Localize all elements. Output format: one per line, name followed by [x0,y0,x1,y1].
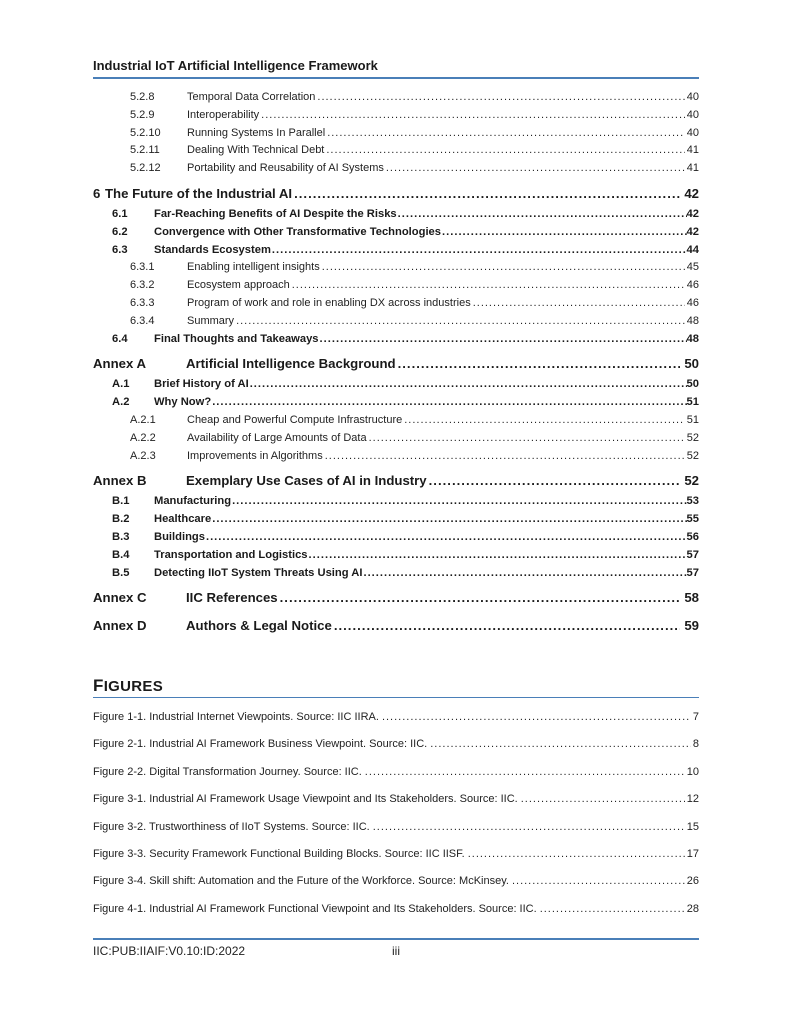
toc-leader-dots [294,186,680,201]
toc-entry-title: Exemplary Use Cases of AI in Industry [186,473,427,489]
toc-entry-title: Detecting IIoT System Threats Using AI [154,566,363,579]
toc-entry[interactable] [93,432,699,450]
toc-entry[interactable] [93,186,699,208]
figure-leader-dots [521,793,685,805]
toc-leader-dots [327,127,685,139]
toc-entry-title: Portability and Reusability of AI Systems [187,162,384,175]
toc-entry-page: 58 [684,590,699,606]
figure-caption: Figure 3-4. Skill shift: Automation and the Future of the Workforce. Source: McKinsey. [93,875,509,888]
toc-entry[interactable] [93,567,699,585]
figure-list-item[interactable] [93,766,699,793]
toc-leader-dots [212,513,686,525]
figure-list-item[interactable] [93,821,699,848]
toc-leader-dots [325,450,685,462]
toc-leader-dots [442,226,687,238]
toc-entry-title: Buildings [154,530,205,543]
toc-entry[interactable] [93,414,699,432]
toc-entry-number: 5.2.11 [130,144,160,157]
toc-entry-number: A.2.1 [130,413,156,426]
toc-entry-page: 42 [686,207,699,220]
toc-entry-number: 5.2.12 [130,162,161,175]
toc-entry[interactable] [93,549,699,567]
toc-entry-title: Temporal Data Correlation [187,91,316,103]
toc-entry-page: 52 [686,431,699,444]
figure-leader-dots [468,848,685,860]
toc-entry-number: Annex A [93,356,147,372]
toc-entry-page: 46 [686,296,699,309]
toc-entry[interactable] [93,618,699,640]
toc-entry-number: 6.3.4 [130,314,155,327]
toc-entry[interactable] [93,378,699,396]
toc-entry-page: 42 [684,185,699,201]
toc-entry-page: 48 [686,332,699,345]
toc-entry-page: 56 [686,530,699,543]
toc-entry[interactable] [93,109,699,127]
toc-leader-dots [206,531,687,543]
toc-entry-number: Annex B [93,473,147,489]
toc-entry-number: 6 [93,185,101,201]
toc-leader-dots [232,495,686,507]
toc-entry[interactable] [93,91,699,109]
toc-leader-dots [326,144,684,156]
toc-entry-number: B.3 [112,530,130,543]
toc-entry-page: 52 [684,473,699,489]
figure-leader-dots [540,903,685,915]
figure-page: 26 [686,875,699,888]
toc-entry-page: 42 [686,225,699,238]
toc-entry-title: Final Thoughts and Takeaways [154,332,319,345]
footer-rule [93,938,699,940]
toc-entry[interactable] [93,208,699,226]
toc-entry-page: 48 [686,314,699,327]
toc-entry-title: Interoperability [187,108,260,121]
figure-list-item[interactable] [93,903,699,930]
footer-page-number: iii [392,944,400,958]
toc-leader-dots [317,91,684,103]
toc-entry-number: B.5 [112,566,130,579]
toc-entry-page: 50 [684,356,699,372]
toc-entry-page: 41 [686,144,699,157]
figure-page: 7 [692,711,699,723]
toc-entry-page: 44 [686,243,699,256]
toc-entry-title: Standards Ecosystem [154,243,271,256]
toc-entry[interactable] [93,513,699,531]
toc-entry[interactable] [93,590,699,612]
toc-leader-dots [261,109,685,121]
toc-entry-page: 55 [686,513,699,526]
toc-entry-number: 5.2.10 [130,126,161,139]
toc-entry-number: 6.4 [112,332,128,345]
figure-page: 15 [686,820,699,833]
toc-entry[interactable] [93,495,699,513]
toc-entry-title: Summary [187,314,235,327]
table-of-contents [93,91,699,640]
toc-entry-page: 45 [686,261,699,274]
toc-entry-title: Authors & Legal Notice [186,618,332,634]
toc-entry-number: A.2.3 [130,449,156,462]
toc-leader-dots [212,396,686,408]
figure-list-item[interactable] [93,711,699,738]
toc-entry-title: Cheap and Powerful Compute Infrastructure [187,413,403,426]
toc-entry-title: IIC References [186,590,278,606]
toc-entry-page: 40 [686,126,699,139]
toc-entry-title: Manufacturing [154,495,232,508]
toc-entry[interactable] [93,127,699,145]
toc-entry-title: Convergence with Other Transformative Technologies [154,225,442,238]
toc-entry-number: 6.1 [112,207,128,220]
figure-caption: Figure 1-1. Industrial Internet Viewpoints. Source: IIC IIRA. [93,711,379,723]
figure-caption: Figure 4-1. Industrial AI Framework Functional Viewpoint and Its Stakeholders. Source: IIC. [93,902,537,915]
toc-entry-title: Availability of Large Amounts of Data [187,431,367,444]
toc-entry-number: 6.3.1 [130,261,155,274]
toc-entry-title: Artificial Intelligence Background [186,356,396,372]
toc-entry-page: 41 [686,162,699,175]
toc-leader-dots [404,414,685,426]
toc-entry-title: Dealing With Technical Debt [187,144,325,157]
toc-leader-dots [363,567,686,579]
toc-entry-number: 5.2.8 [130,91,155,103]
toc-entry-page: 46 [686,279,699,292]
toc-entry[interactable] [93,315,699,333]
figure-leader-dots [373,821,685,833]
toc-entry-number: 5.2.9 [130,108,155,121]
toc-leader-dots [236,315,685,327]
figure-list-item[interactable] [93,875,699,902]
toc-entry-title: Improvements in Algorithms [187,449,323,462]
toc-leader-dots [250,378,687,390]
figure-leader-dots [365,766,685,778]
toc-entry-page: 59 [684,618,699,634]
toc-entry-number: Annex C [93,590,147,606]
toc-entry[interactable] [93,450,699,468]
toc-entry-title: Healthcare [154,513,212,526]
toc-leader-dots [429,473,681,488]
toc-entry-title: Running Systems In Parallel [187,126,326,139]
toc-entry-number: 6.3.3 [130,296,155,309]
toc-leader-dots [473,297,685,309]
footer-document-id: IIC:PUB:IIAIF:V0.10:ID:2022 [93,944,246,958]
figure-page: 28 [686,902,699,915]
toc-entry-title: Enabling intelligent insights [187,261,320,274]
toc-leader-dots [272,244,687,256]
figure-list-item[interactable] [93,738,699,765]
toc-entry-page: 57 [686,566,699,579]
toc-entry-number: Annex D [93,618,147,634]
toc-entry-page: 51 [686,396,699,409]
toc-entry-title: The Future of the Industrial AI [105,185,293,201]
toc-entry-number: 6.3 [112,243,128,256]
list-of-figures [93,711,699,930]
toc-leader-dots [280,590,681,605]
toc-leader-dots [398,208,687,220]
toc-entry-title: Ecosystem approach [187,279,290,292]
toc-entry-title: Program of work and role in enabling DX across industries [187,296,471,309]
toc-entry[interactable] [93,261,699,279]
toc-entry-title: Far-Reaching Benefits of AI Despite the Risks [154,207,397,220]
toc-entry-title: Why Now? [154,396,212,409]
header-rule [93,77,699,79]
figure-caption: Figure 2-1. Industrial AI Framework Business Viewpoint. Source: IIC. [93,738,428,751]
toc-entry-number: B.2 [112,513,130,526]
document-header-title: Industrial IoT Artificial Intelligence Framework [93,58,378,73]
figure-list-item[interactable] [93,848,699,875]
toc-leader-dots [320,333,687,345]
figure-page: 12 [686,793,699,806]
toc-entry-page: 51 [686,413,699,426]
toc-entry-page: 40 [686,108,699,121]
toc-entry-number: 6.3.2 [130,279,155,292]
toc-entry-number: A.2 [112,396,130,409]
figure-caption: Figure 2-2. Digital Transformation Journey. Source: IIC. [93,765,362,778]
toc-leader-dots [369,432,685,444]
toc-entry[interactable] [93,356,699,378]
toc-entry-number: 6.2 [112,225,128,238]
figure-page: 17 [686,847,699,860]
figure-page: 10 [686,765,699,778]
toc-entry-page: 40 [686,91,699,103]
figure-leader-dots [430,738,691,750]
toc-leader-dots [322,261,685,273]
toc-entry[interactable] [93,279,699,297]
toc-entry[interactable] [93,531,699,549]
figures-heading: FIGURES [93,676,163,695]
figure-caption: Figure 3-2. Trustworthiness of IIoT Systems. Source: IIC. [93,820,370,833]
toc-entry-number: B.1 [112,495,130,508]
toc-entry-number: A.2.2 [130,431,156,444]
toc-entry-number: A.1 [112,378,130,391]
toc-entry[interactable] [93,244,699,262]
figure-caption: Figure 3-3. Security Framework Functional Building Blocks. Source: IIC IISF. [93,847,465,860]
toc-entry[interactable] [93,226,699,244]
figure-list-item[interactable] [93,793,699,820]
figure-page: 8 [692,738,699,751]
figure-leader-dots [512,875,685,887]
toc-entry-number: B.4 [112,548,130,561]
toc-entry[interactable] [93,396,699,414]
figure-caption: Figure 3-1. Industrial AI Framework Usage Viewpoint and Its Stakeholders. Source: IIC. [93,793,518,806]
toc-leader-dots [292,279,685,291]
toc-leader-dots [334,618,681,633]
toc-entry-title: Transportation and Logistics [154,548,308,561]
figure-leader-dots [382,711,691,723]
toc-entry-page: 50 [686,378,699,391]
toc-entry[interactable] [93,473,699,495]
toc-leader-dots [386,162,685,174]
toc-leader-dots [398,356,681,371]
toc-entry[interactable] [93,333,699,351]
toc-entry-page: 57 [686,548,699,561]
toc-entry[interactable] [93,297,699,315]
toc-entry[interactable] [93,144,699,162]
toc-entry[interactable] [93,162,699,180]
figures-rule [93,697,699,698]
toc-entry-title: Brief History of AI [154,378,249,391]
toc-leader-dots [309,549,687,561]
toc-entry-page: 52 [686,449,699,462]
toc-entry-page: 53 [686,495,699,508]
